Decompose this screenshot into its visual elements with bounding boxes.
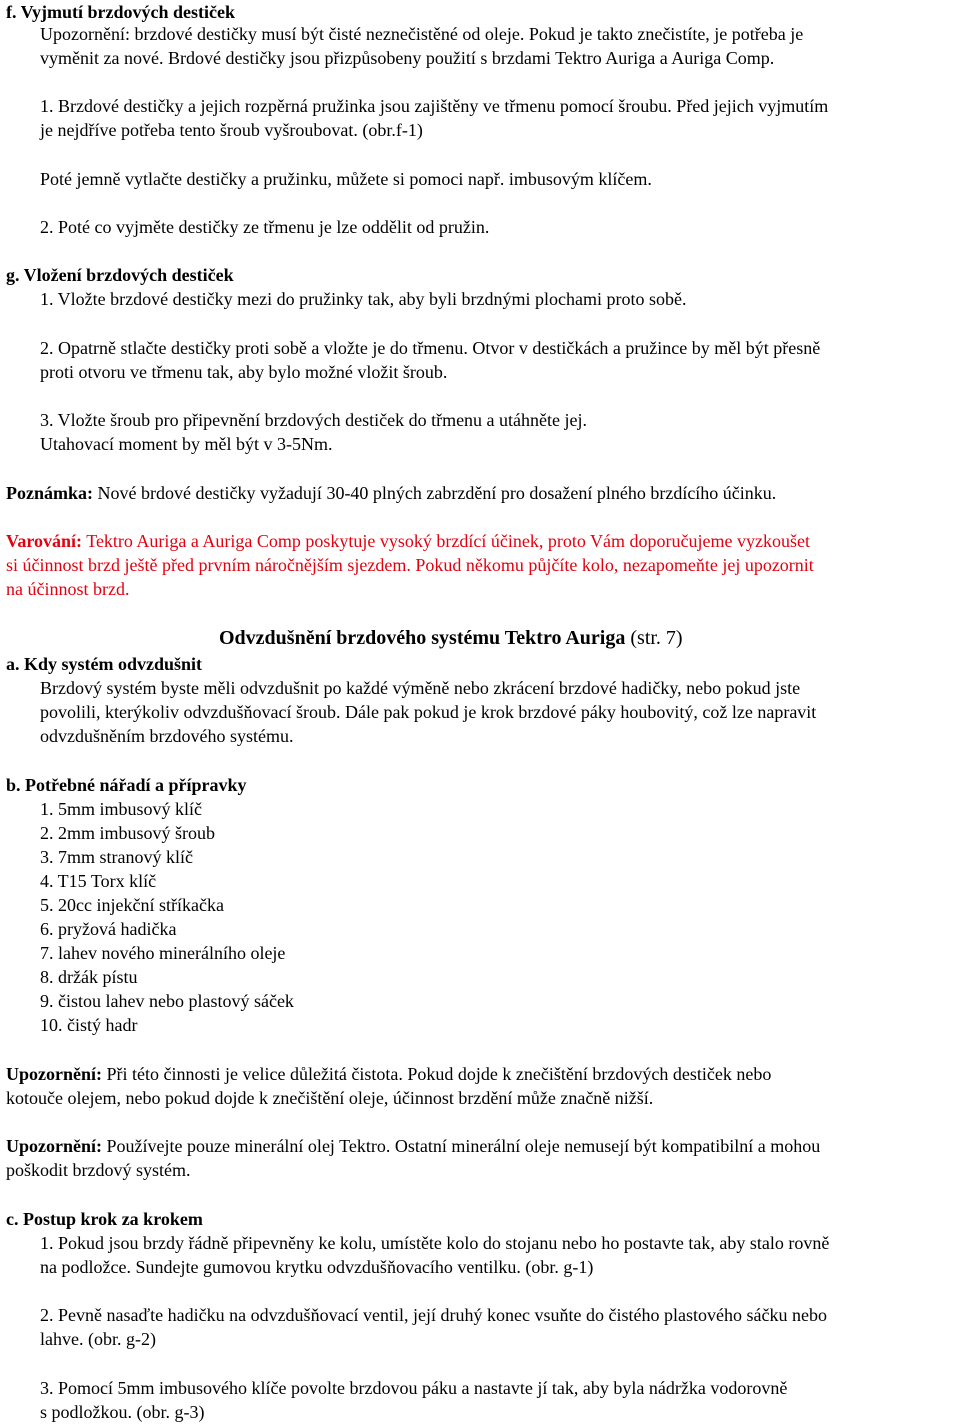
section-a-line-2: povolili, kterýkoliv odvzdušňovací šroub. Dále pak pokud je krok brzdové páky houbovitý, což lze napravit (40, 702, 817, 722)
section-g-title: g. Vložení brzdových destiček (6, 265, 234, 285)
caution-2-line-1 (6, 1134, 820, 1158)
caution-2-text: Používejte pouze minerální olej Tektro. Ostatní minerální oleje nemusejí být kompatibilní a mohou (102, 1136, 821, 1156)
bleeding-heading (219, 626, 683, 650)
note-label: Poznámka: (6, 483, 93, 503)
tool-list-item: 2. 2mm imbusový šroub (40, 823, 216, 843)
caution-1-line-1 (6, 1062, 771, 1086)
section-g-step-1: 1. Vložte brzdové destičky mezi do pružinky tak, aby byli brzdnými plochami proto sobě. (40, 289, 687, 309)
section-f-step-1-line-2: je nejdříve potřeba tento šroub vyšroubovat. (obr.f-1) (40, 120, 423, 140)
tool-list-item: 3. 7mm stranový klíč (40, 847, 193, 867)
tool-list-item: 1. 5mm imbusový klíč (40, 799, 202, 819)
section-a-line-3: odvzdušněním brzdového systému. (40, 726, 294, 746)
section-c-title: c. Postup krok za krokem (6, 1209, 203, 1229)
section-c-step-1-line-2: na podložce. Sundejte gumovou krytku odvzdušňovacího ventilku. (obr. g-1) (40, 1257, 594, 1277)
section-c-step-1-line-1: 1. Pokud jsou brzdy řádně připevněny ke kolu, umístěte kolo do stojanu nebo ho postavte tak, aby stalo rovně (40, 1233, 830, 1253)
caution-2-label: Upozornění: (6, 1136, 102, 1156)
tool-list-item: 8. držák pístu (40, 967, 138, 987)
note-paragraph (6, 481, 776, 505)
section-c-step-2-line-2: lahve. (obr. g-2) (40, 1329, 156, 1349)
alert-text-1: Tektro Auriga a Auriga Comp poskytuje vysoký brzdící účinek, proto Vám doporučujeme vyzkoušet (82, 531, 810, 551)
section-f-warning-line-2: vyměnit za nové. Brdové destičky jsou přizpůsobeny použití s brzdami Tektro Auriga a Auriga Comp. (40, 48, 775, 68)
section-g-step-2-line-1: 2. Opatrně stlačte destičky proti sobě a vložte je do třmenu. Otvor v destičkách a pružince by měl být přesně (40, 338, 821, 358)
section-f-warning-line-1: Upozornění: brzdové destičky musí být čisté neznečistěné od oleje. Pokud je takto znečistíte, je potřeba je (40, 24, 804, 44)
alert-line-3: na účinnost brzd. (6, 579, 130, 599)
section-f-step-1-line-3: Poté jemně vytlačte destičky a pružinku, můžete si pomoci např. imbusovým klíčem. (40, 169, 652, 189)
bleeding-page-ref: (str. 7) (625, 627, 683, 649)
section-c-step-3-line-1: 3. Pomocí 5mm imbusového klíče povolte brzdovou páku a nastavte jí tak, aby byla nádržka vodorovně (40, 1378, 788, 1398)
section-f-title: f. Vyjmutí brzdových destiček (6, 2, 235, 22)
section-c-step-3-line-2: s podložkou. (obr. g-3) (40, 1402, 205, 1422)
caution-2-line-2: poškodit brzdový systém. (6, 1160, 191, 1180)
section-a-title: a. Kdy systém odvzdušnit (6, 654, 203, 674)
section-f-step-1-line-1: 1. Brzdové destičky a jejich rozpěrná pružinka jsou zajištěny ve třmenu pomocí šroubu. Před jejich vyjmutím (40, 96, 829, 116)
section-g-step-3-line-1: 3. Vložte šroub pro připevnění brzdových destiček do třmenu a utáhněte jej. (40, 410, 588, 430)
alert-line-2: si účinnost brzd ještě před prvním náročnějším sjezdem. Pokud někomu půjčíte kolo, nezapomeňte jej upozornit (6, 555, 814, 575)
caution-1-text: Při této činnosti je velice důležitá čistota. Pokud dojde k znečištění brzdových destiček nebo (102, 1064, 772, 1084)
tool-list-item: 6. pryžová hadička (40, 919, 177, 939)
tool-list-item: 9. čistou lahev nebo plastový sáček (40, 991, 294, 1011)
tool-list-item: 4. T15 Torx klíč (40, 871, 157, 891)
section-b-title: b. Potřebné nářadí a přípravky (6, 775, 247, 795)
tool-list-item: 7. lahev nového minerálního oleje (40, 943, 286, 963)
section-c-step-2-line-1: 2. Pevně nasaďte hadičku na odvzdušňovací ventil, její druhý konec vsuňte do čistého plastového sáčku nebo (40, 1305, 827, 1325)
section-a-line-1: Brzdový systém byste měli odvzdušnit po každé výměně nebo zkrácení brzdové hadičky, nebo pokud jste (40, 678, 801, 698)
alert-label: Varování: (6, 531, 83, 551)
section-g-step-3-line-2: Utahovací moment by měl být v 3-5Nm. (40, 434, 333, 454)
section-g-step-2-line-2: proti otvoru ve třmenu tak, aby bylo možné vložit šroub. (40, 362, 448, 382)
note-text: Nové brdové destičky vyžadují 30-40 plných zabrzdění pro dosažení plného brzdícího účinku. (93, 483, 777, 503)
caution-1-label: Upozornění: (6, 1064, 102, 1084)
section-f-step-2: 2. Poté co vyjměte destičky ze třmenu je lze oddělit od pružin. (40, 217, 490, 237)
caution-1-line-2: kotouče olejem, nebo pokud dojde k znečištění oleje, účinnost brzdění může značně nižší. (6, 1088, 654, 1108)
bleeding-title: Odvzdušnění brzdového systému Tektro Auriga (219, 627, 626, 649)
tool-list-item: 10. čistý hadr (40, 1015, 138, 1035)
tool-list-item: 5. 20cc injekční stříkačka (40, 895, 224, 915)
alert-line-1 (6, 529, 810, 553)
